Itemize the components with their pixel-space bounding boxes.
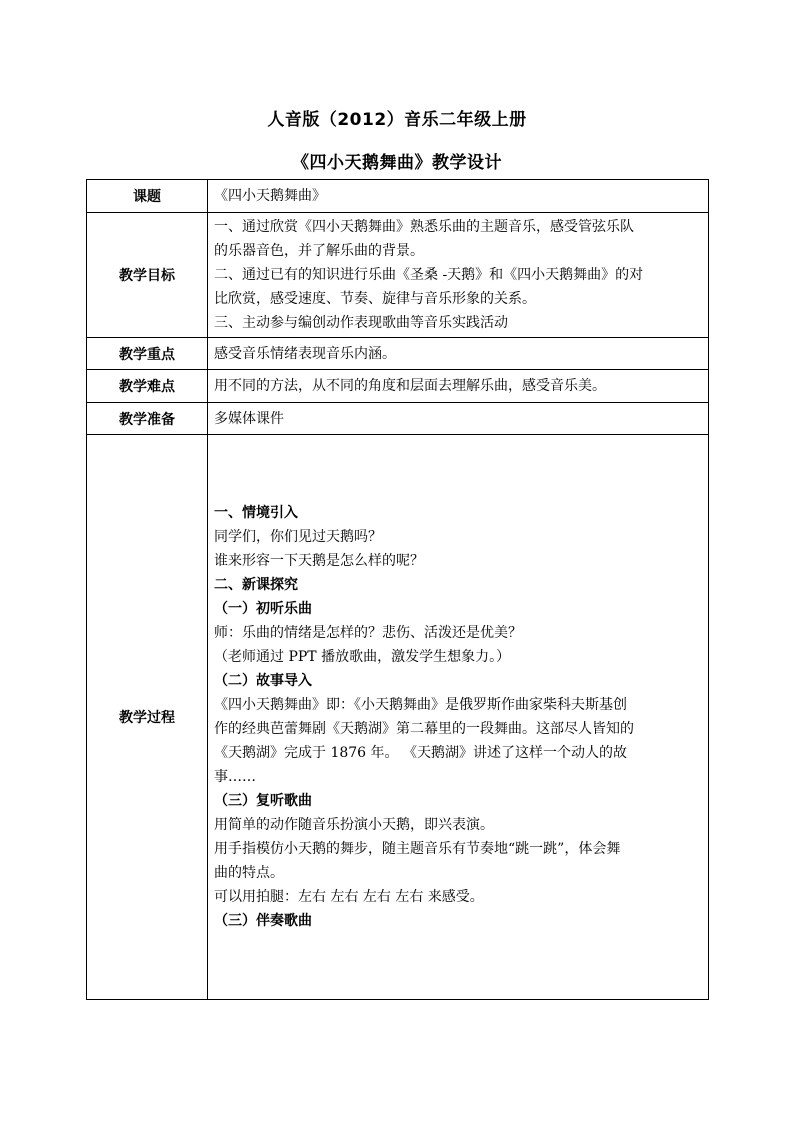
process-line: 《四小天鹅舞曲》即：《小天鹅舞曲》是俄罗斯作曲家柴科夫斯基创: [214, 697, 627, 713]
process-heading: 二、新课探究: [214, 577, 298, 593]
difficulties-value: 用不同的方法，从不同的角度和层面去理解乐曲，感受音乐美。: [208, 370, 709, 403]
process-line: （老师通过 PPT 播放歌曲，激发学生想象力。）: [214, 649, 511, 665]
table-row-process: [87, 435, 709, 1000]
objective-line: 三、主动参与编创动作表现歌曲等音乐实践活动: [214, 315, 508, 331]
document-subtitle: 《四小天鹅舞曲》教学设计: [292, 153, 502, 173]
process-label: 教学过程: [87, 435, 208, 1000]
key-points-label: 教学重点: [87, 338, 208, 370]
process-line: 师：乐曲的情绪是怎样的？悲伤、活泼还是优美？: [214, 625, 522, 641]
objectives-content: [208, 213, 709, 338]
objective-line: 比欣赏，感受速度、节奏、旋律与音乐形象的关系。: [214, 291, 536, 307]
process-line: 用简单的动作随音乐扮演小天鹅，即兴表演。: [214, 817, 494, 833]
topic-label: 课题: [87, 180, 208, 213]
document-title: 人音版（2012）音乐二年级上册: [267, 110, 527, 130]
objective-line: 二、通过已有的知识进行乐曲《圣桑 -天鹅》和《四小天鹅舞曲》的对: [214, 267, 644, 283]
table-row-preparation: [87, 403, 709, 435]
preparation-label: 教学准备: [87, 403, 208, 435]
difficulties-label: 教学难点: [87, 370, 208, 403]
process-subheading: （一）初听乐曲: [214, 601, 312, 617]
process-subheading: （三）复听歌曲: [214, 793, 312, 809]
process-content: [208, 435, 709, 1000]
objectives-label: 教学目标: [87, 213, 208, 338]
key-points-value: 感受音乐情绪表现音乐内涵。: [208, 338, 709, 370]
table-row-key-points: [87, 338, 709, 370]
process-line: 曲的特点。: [214, 865, 284, 881]
process-line: 作的经典芭蕾舞剧《天鹅湖》第二幕里的一段舞曲。这部尽人皆知的: [214, 721, 634, 737]
objective-line: 一、通过欣赏《四小天鹅舞曲》熟悉乐曲的主题音乐，感受管弦乐队: [214, 219, 634, 235]
preparation-value: 多媒体课件: [208, 403, 709, 435]
process-line: 可以用拍腿：左右 左右 左右 左右 来感受。: [214, 889, 484, 905]
process-subheading: （二）故事导入: [214, 673, 312, 689]
lesson-plan-table: [86, 179, 709, 1000]
process-subheading: （三）伴奏歌曲: [214, 913, 312, 929]
process-line: 用手指模仿小天鹅的舞步，随主题音乐有节奏地“跳一跳”，体会舞: [214, 841, 621, 857]
table-row-topic: [87, 180, 709, 213]
table-row-difficulties: [87, 370, 709, 403]
topic-value: 《四小天鹅舞曲》: [208, 180, 709, 213]
process-line: 事……: [214, 769, 256, 785]
objective-line: 的乐器音色，并了解乐曲的背景。: [214, 243, 424, 259]
process-heading: 一、情境引入: [214, 505, 298, 521]
process-line: 《天鹅湖》完成于 1876 年。 《天鹅湖》讲述了这样一个动人的故: [214, 745, 627, 761]
process-line: 谁来形容一下天鹅是怎么样的呢？: [214, 553, 424, 569]
process-line: 同学们，你们见过天鹅吗？: [214, 529, 382, 545]
table-row-objectives: [87, 213, 709, 338]
